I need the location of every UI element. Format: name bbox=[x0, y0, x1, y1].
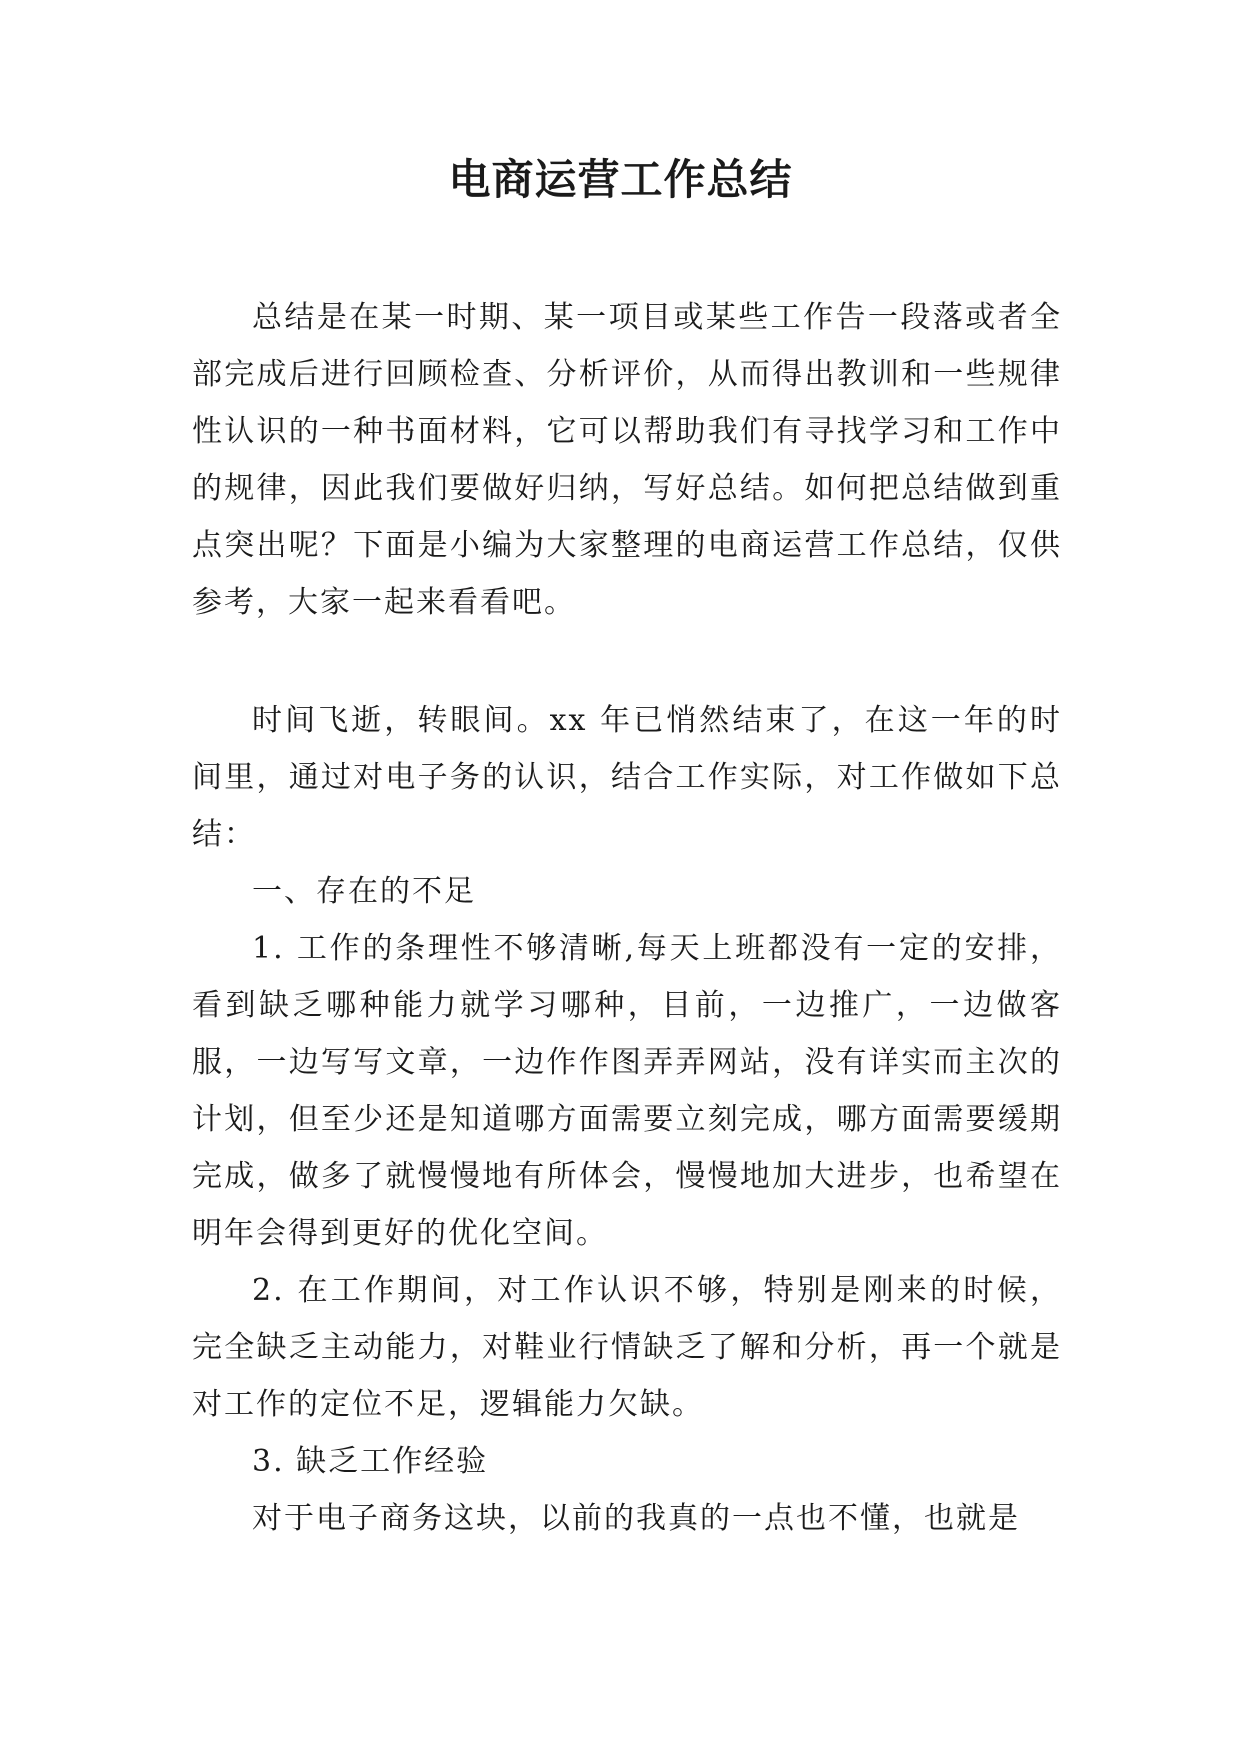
section-heading: 一、存在的不足 bbox=[252, 874, 476, 909]
list-item-2: 2. 在工作期间，对工作认识不够，特别是刚来的时候，完全缺乏主动能力，对鞋业行情缺乏了解和分析，再一个就是对工作的定位不足，逻辑能力欠缺。 bbox=[192, 1273, 1062, 1422]
list-item-3-heading: 3. 缺乏工作经验 bbox=[252, 1444, 489, 1479]
document-title: 电商运营工作总结 bbox=[448, 155, 793, 204]
list-item-1: 1. 工作的条理性不够清晰,每天上班都没有一定的安排，看到缺乏哪种能力就学习哪种，目前，一边推广，一边做客服，一边写写文章，一边作作图弄弄网站，没有详实而主次的计划，但至少还是知道哪方面需要立刻完成，哪方面需要缓期完成，做多了就慢慢地有所体会，慢慢地加大进步，也希望在明年会得到更好的优化空间。 bbox=[192, 931, 1062, 1251]
paragraph-spacer bbox=[192, 631, 1062, 692]
intro-paragraph: 总结是在某一时期、某一项目或某些工作告一段落或者全部完成后进行回顾检查、分析评价，从而得出教训和一些规律性认识的一种书面材料，它可以帮助我们有寻找学习和工作中的规律，因此我们要做好归纳，写好总结。如何把总结做到重点突出呢？下面是小编为大家整理的电商运营工作总结，仅供参考，大家一起来看看吧。 bbox=[192, 300, 1062, 620]
list-item-3-body: 对于电子商务这块，以前的我真的一点也不懂，也就是 bbox=[252, 1501, 1020, 1536]
document-body bbox=[192, 289, 1062, 1547]
opening-paragraph: 时间飞逝，转眼间。xx 年已悄然结束了，在这一年的时间里，通过对电子务的认识，结合工作实际，对工作做如下总结： bbox=[192, 703, 1062, 852]
